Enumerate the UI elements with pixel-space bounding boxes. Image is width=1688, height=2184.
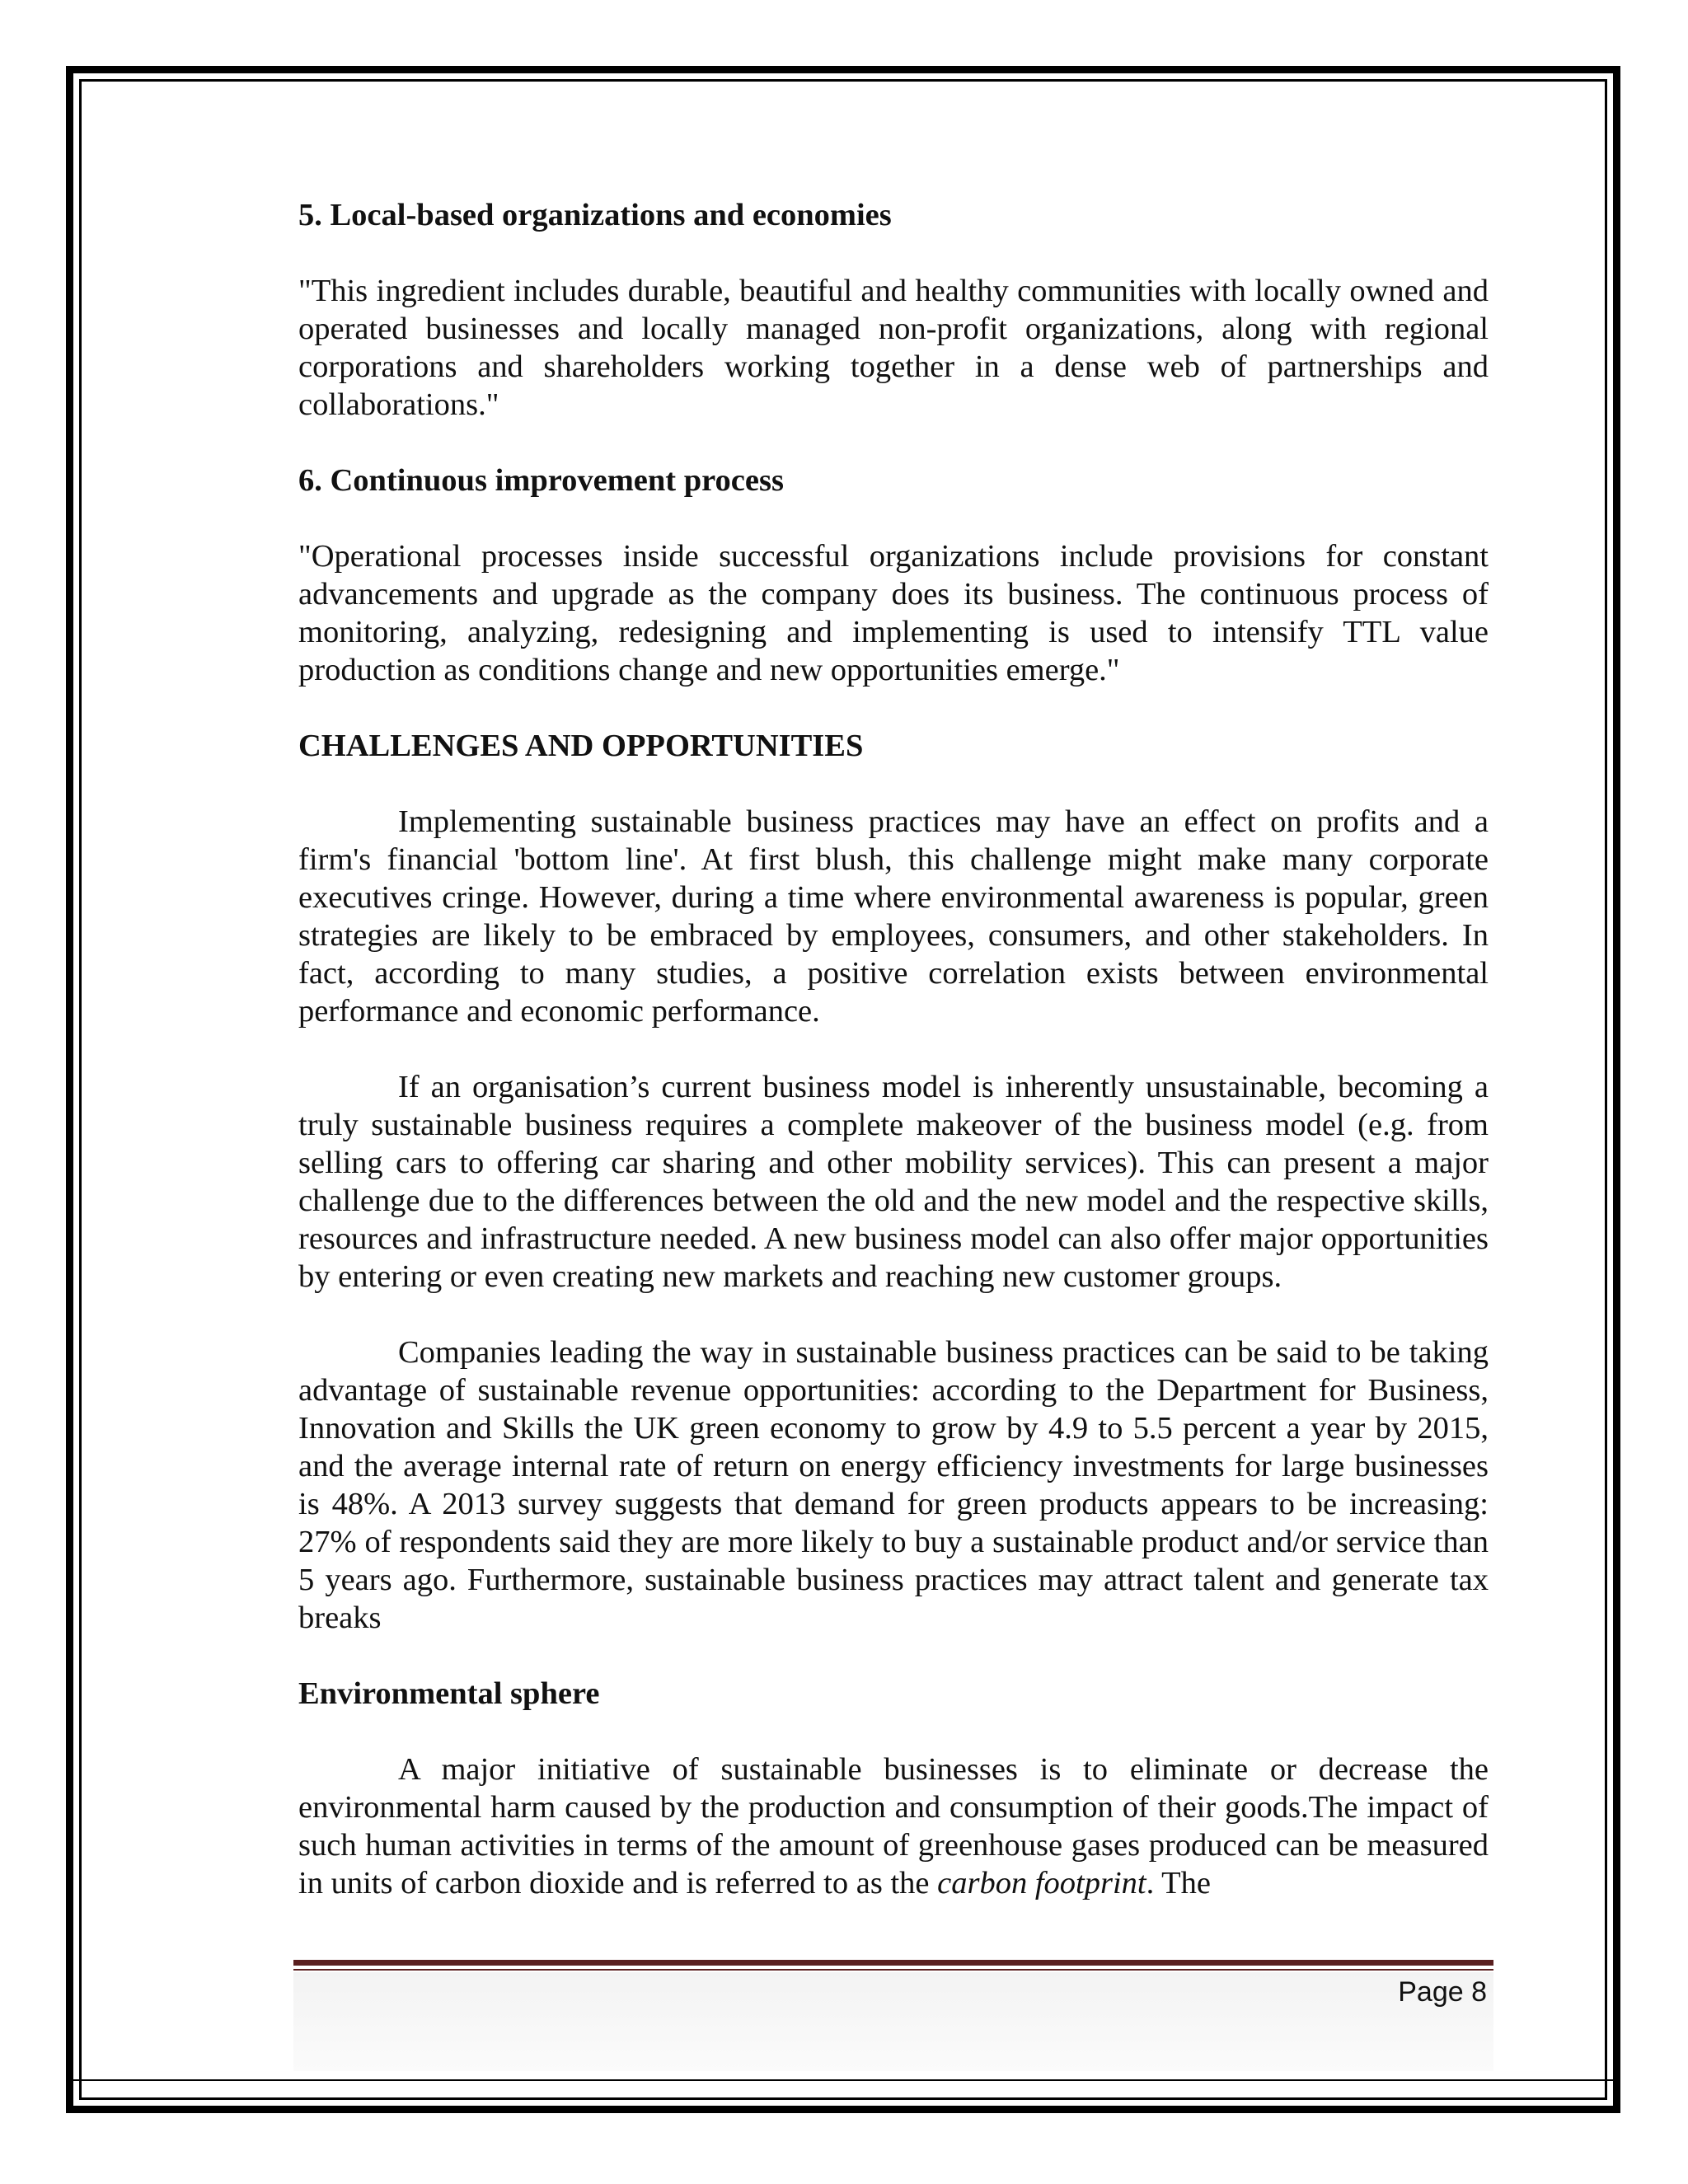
- section-6-heading: 6. Continuous improvement process: [298, 463, 784, 498]
- section-5-quote: "This ingredient includes durable, beautiful and healthy communities with locally owned and operated businesses and locally managed non-profit organizations, along with regional corporations and shareholders working together in a dense web of partnerships and collaborations.": [298, 274, 1489, 422]
- challenges-paragraph-3: Companies leading the way in sustainable business practices can be said to be taking advantage of sustainable revenue opportunities: according to the Department for Business, Innovation and Skills the UK green economy to grow by 4.9 to 5.5 percent a year by 2015, and the average internal rate of return on energy efficiency investments for large businesses is 48%. A 2013 survey suggests that demand for green products appears to be increasing: 27% of respondents said they are more likely to buy a sustainable product and/or service than 5 years ago. Furthermore, sustainable business practices may attract talent and generate tax breaks: [298, 1335, 1489, 1635]
- challenges-paragraph-2: If an organisation’s current business model is inherently unsustainable, becoming a truly sustainable business requires a complete makeover of the business model (e.g. from selling cars to offering car sharing and other mobility services). This can present a major challenge due to the differences between the old and the new model and the respective skills, resources and infrastructure needed. A new business model can also offer major opportunities by entering or even creating new markets and reaching new customer groups.: [298, 1070, 1489, 1294]
- footer-background: [293, 1972, 1493, 2071]
- footer-rule: [293, 1960, 1493, 1966]
- environmental-text-before: A major initiative of sustainable businesses is to eliminate or decrease the environmental harm caused by the production and consumption of their goods.The impact of such human activities in terms of the amount of greenhouse gases produced can be measured in units of carbon dioxide and is referred to as the: [298, 1752, 1489, 1900]
- challenges-paragraph-1: Implementing sustainable business practices may have an effect on profits and a firm's financial 'bottom line'. At first blush, this challenge might make many corporate executives cringe. However, during a time where environmental awareness is popular, green strategies are likely to be embraced by employees, consumers, and other stakeholders. In fact, according to many studies, a positive correlation exists between environmental performance and economic performance.: [298, 804, 1489, 1029]
- page-number: Page 8: [1398, 1976, 1487, 2008]
- environmental-paragraph: [298, 1750, 1489, 1902]
- page-border-bottom-rule: [66, 2079, 1620, 2081]
- document-body: [298, 196, 1489, 1902]
- environmental-heading: Environmental sphere: [298, 1676, 600, 1711]
- footer-rule-thin: [293, 1969, 1493, 1971]
- environmental-text-after: . The: [1146, 1866, 1212, 1900]
- section-6-quote: "Operational processes inside successful organizations include provisions for constant advancements and upgrade as the company does its business. The continuous process of monitoring, analyzing, redesigning and implementing is used to intensify TTL value production as conditions change and new opportunities emerge.": [298, 539, 1489, 687]
- challenges-heading: CHALLENGES AND OPPORTUNITIES: [298, 729, 864, 763]
- carbon-footprint-term: carbon footprint: [937, 1866, 1146, 1900]
- section-5-heading: 5. Local-based organizations and economies: [298, 198, 892, 232]
